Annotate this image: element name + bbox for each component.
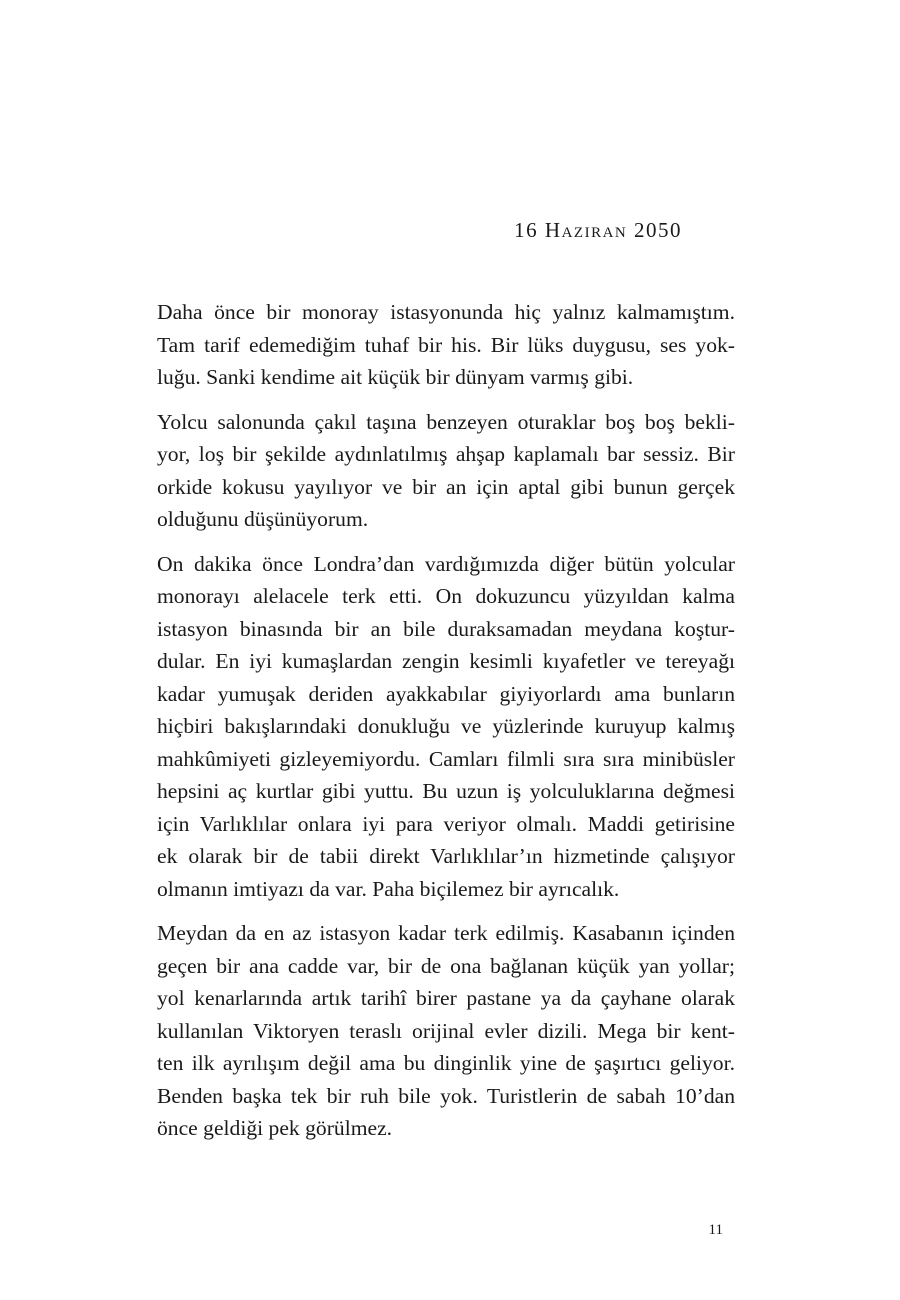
text-line: yol kenarlarında artık tarihî birer pastane ya da çayhane olarak: [157, 986, 735, 1010]
paragraph-2: [157, 406, 735, 536]
paragraph-3: [157, 548, 735, 906]
text-line: orkide kokusu yayılıyor ve bir an için aptal gibi bunun gerçek: [157, 474, 735, 499]
text-line: On dakika önce Londra’dan vardığımızda diğer bütün yolcular: [157, 551, 735, 576]
page-number: 11: [708, 1222, 723, 1238]
text-line: ek olarak bir de tabii direkt Varlıklılar’ın hizmetinde çalışıyor: [157, 844, 735, 868]
text-line: kadar yumuşak deriden ayakkabılar giyiyorlardı ama bunların: [157, 681, 735, 706]
text-line: dular. En iyi kumaşlardan zengin kesimli kıyafetler ve tereyağı: [157, 649, 735, 673]
text-line: kullanılan Viktoryen teraslı orijinal evler dizili. Mega bir kent-: [157, 1018, 735, 1043]
text-line: geçen bir ana cadde var, bir de ona bağlanan küçük yan yollar;: [157, 953, 735, 978]
paragraph-1: [157, 296, 735, 394]
text-line: olmanın imtiyazı da var. Paha biçilemez bir ayrıcalık.: [157, 876, 620, 901]
paragraph-4: [157, 917, 735, 1145]
text-line: önce geldiği pek görülmez.: [157, 1116, 393, 1140]
chapter-date-heading: 16 Haziran 2050: [514, 218, 682, 242]
text-line: istasyon binasında bir an bile duraksamadan meydana koştur-: [157, 616, 735, 641]
text-line: için Varlıklılar onlara iyi para veriyor olmalı. Maddi getirisine: [157, 811, 735, 836]
text-line: Yolcu salonunda çakıl taşına benzeyen oturaklar boş boş bekli-: [157, 409, 735, 434]
text-line: yor, loş bir şekilde aydınlatılmış ahşap kaplamalı bar sessiz. Bir: [157, 442, 735, 466]
text-line: luğu. Sanki kendime ait küçük bir dünyam varmış gibi.: [157, 365, 634, 389]
text-line: hepsini aç kurtlar gibi yuttu. Bu uzun iş yolculuklarına değmesi: [157, 779, 735, 803]
text-line: monorayı alelacele terk etti. On dokuzuncu yüzyıldan kalma: [157, 584, 735, 608]
text-line: Daha önce bir monoray istasyonunda hiç yalnız kalmamıştım.: [157, 300, 735, 324]
text-line: olduğunu düşünüyorum.: [157, 507, 369, 531]
text-line: ten ilk ayrılışım değil ama bu dinginlik yine de şaşırtıcı geliyor.: [157, 1051, 735, 1075]
body-text: [157, 296, 735, 1157]
text-line: hiçbiri bakışlarındaki donukluğu ve yüzlerinde kuruyup kalmış: [157, 714, 735, 738]
text-line: Meydan da en az istasyon kadar terk edilmiş. Kasabanın içinden: [157, 921, 735, 945]
text-line: mahkûmiyeti gizleyemiyordu. Camları filmli sıra sıra minibüsler: [157, 746, 735, 771]
text-line: Benden başka tek bir ruh bile yok. Turistlerin de sabah 10’dan: [157, 1083, 735, 1108]
text-line: Tam tarif edemediğim tuhaf bir his. Bir lüks duygusu, ses yok-: [157, 332, 735, 357]
